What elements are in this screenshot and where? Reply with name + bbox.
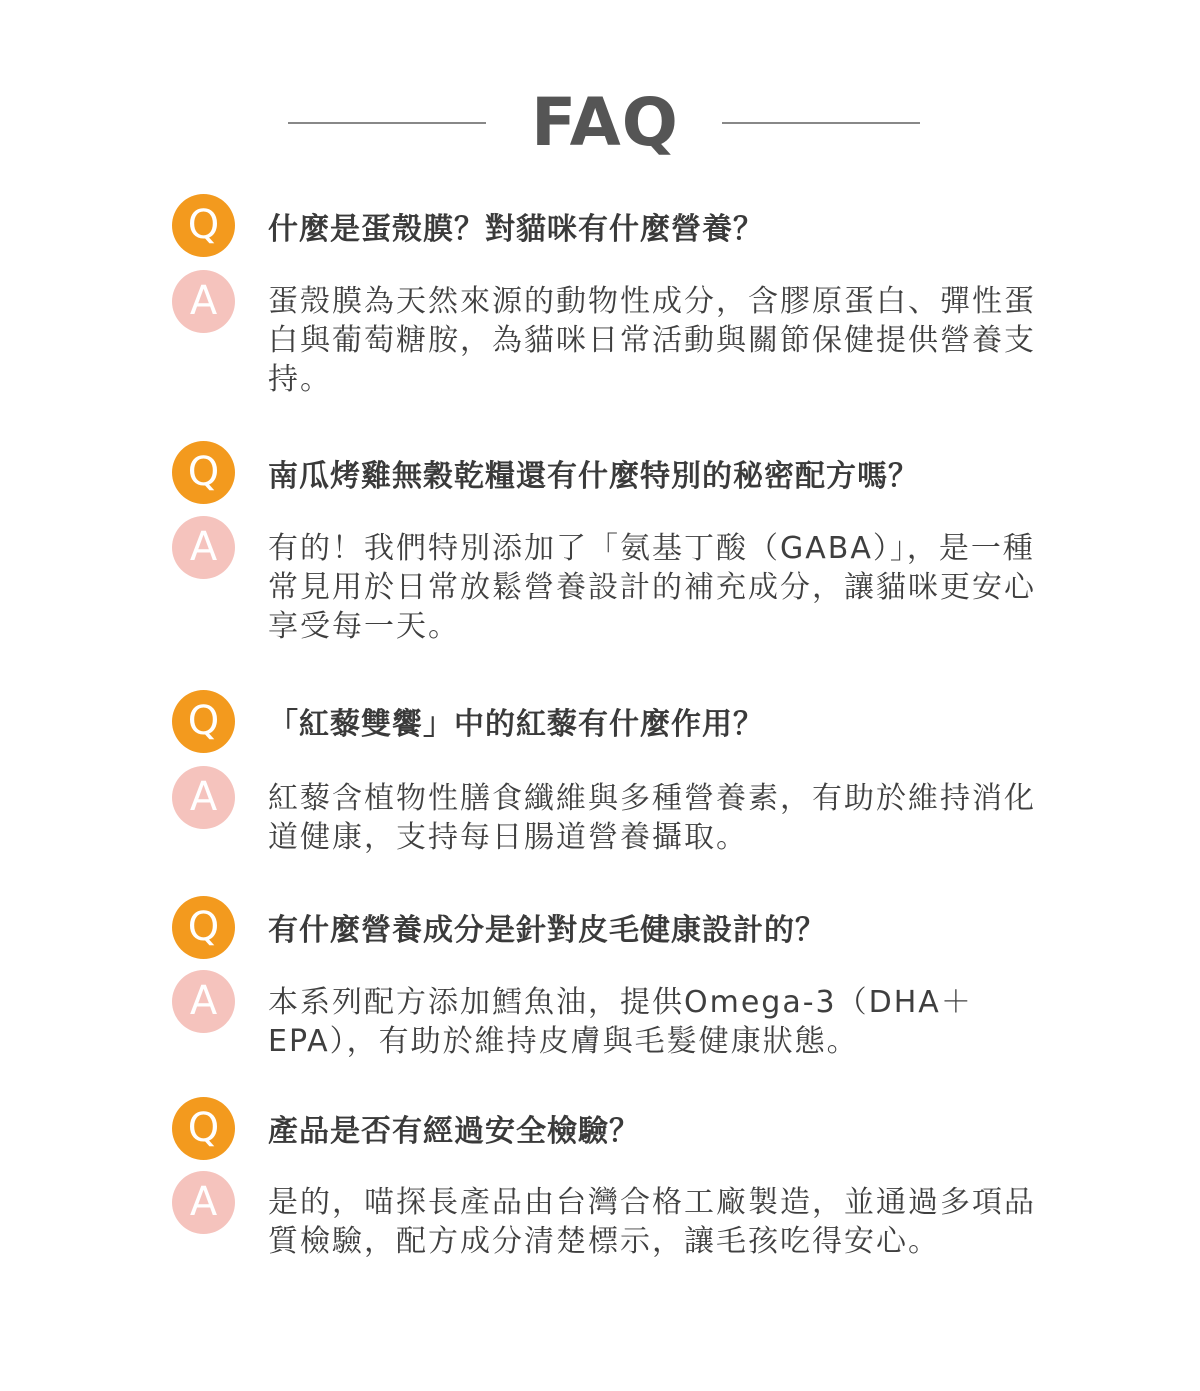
faq-answer: 是的，喵探長產品由台灣合格工廠製造，並通過多項品質檢驗，配方成分清楚標示，讓毛孩吃得安心。 [268,1185,1036,1259]
faq-answer: 有的！我們特別添加了「氨基丁酸（GABA）」，是一種常見用於日常放鬆營養設計的補充成分，讓貓咪更安心享受每一天。 [268,531,1036,644]
answer-badge: A [172,1171,235,1234]
faq-question: 南瓜烤雞無穀乾糧還有什麼特別的秘密配方嗎？ [268,459,919,494]
title-divider-left [288,122,486,124]
answer-badge: A [172,270,235,333]
answer-badge: A [172,970,235,1033]
faq-header [0,80,1200,166]
faq-answer: 本系列配方添加鱈魚油，提供Omega-3（DHA＋EPA），有助於維持皮膚與毛髮健康狀態。 [268,985,973,1059]
answer-badge: A [172,516,235,579]
question-badge: Q [172,441,235,504]
faq-question: 產品是否有經過安全檢驗？ [268,1114,640,1149]
answer-badge: A [172,766,235,829]
faq-answer: 紅藜含植物性膳食纖維與多種營養素，有助於維持消化道健康，支持每日腸道營養攝取。 [268,781,1036,855]
question-badge: Q [172,194,235,257]
question-badge: Q [172,1097,235,1160]
page-title: FAQ [531,84,679,161]
faq-question: 什麼是蛋殼膜？對貓咪有什麼營養？ [268,212,764,247]
faq-question: 「紅藜雙饗」中的紅藜有什麼作用？ [268,707,764,742]
faq-answer: 蛋殼膜為天然來源的動物性成分，含膠原蛋白、彈性蛋白與葡萄糖胺，為貓咪日常活動與關節保健提供營養支持。 [268,284,1036,397]
title-divider-right [722,122,920,124]
question-badge: Q [172,896,235,959]
faq-question: 有什麼營養成分是針對皮毛健康設計的？ [268,913,826,948]
question-badge: Q [172,690,235,753]
